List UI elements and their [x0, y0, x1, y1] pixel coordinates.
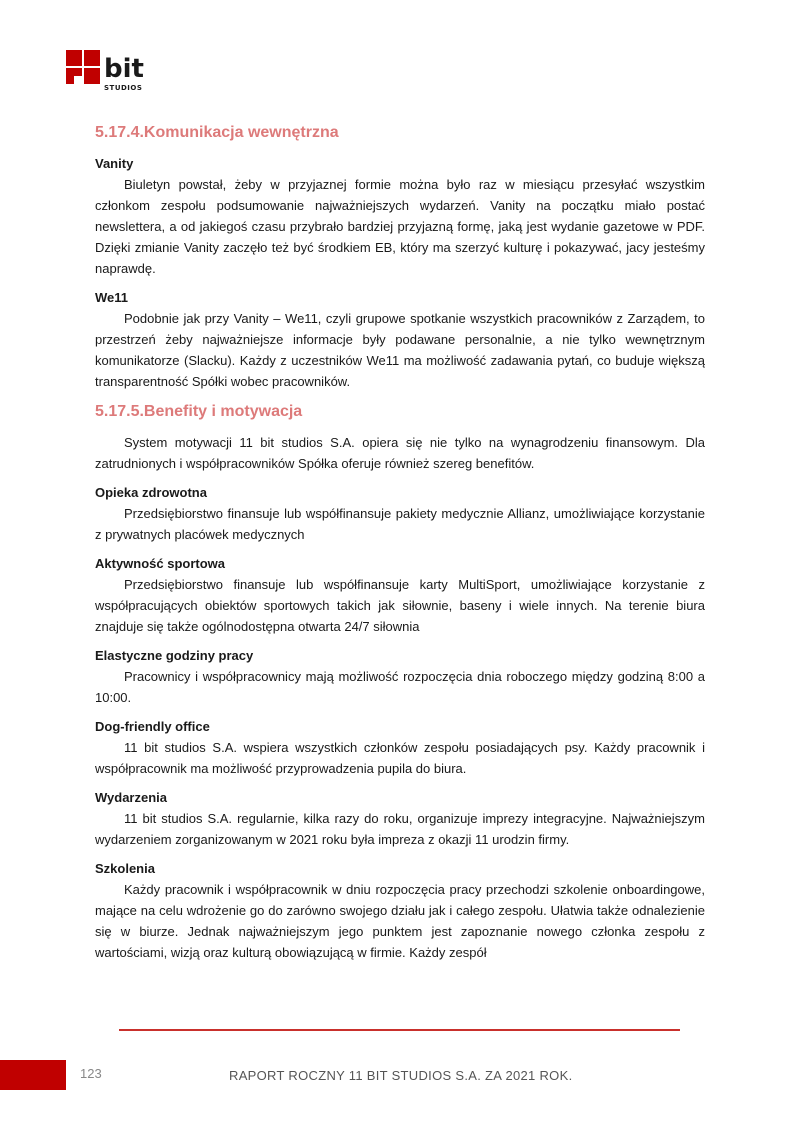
paragraph-benefits-intro: System motywacji 11 bit studios S.A. opiera się nie tylko na wynagrodzeniu finansowym. Dla zatrudnionych i współpracowników Spółka oferuje również szereg benefitów.: [95, 435, 705, 471]
paragraph-vanity: Biuletyn powstał, żeby w przyjaznej formie można było raz w miesiącu przesyłać wszystkim członkom zespołu podsumowanie najważniejszych wydarzeń. Vanity na początku miało postać newslettera, a od jakiegoś czasu przybrało bardziej przyjazną formę, jaką jest wydanie gazetowe w PDF. Dzięki zmianie Vanity zaczęło też być środkiem EB, który ma szerzyć kulturę i pokazywać, jacy jesteśmy naprawdę.: [95, 177, 705, 276]
page-number: 123: [80, 1066, 102, 1081]
subheading-health: Opieka zdrowotna: [95, 485, 207, 500]
section-heading-benefits: 5.17.5.Benefity i motywacja: [95, 403, 303, 420]
main-content: [95, 121, 705, 971]
paragraph-training: Każdy pracownik i współpracownik w dniu rozpoczęcia pracy przechodzi szkolenie onboardingowe, mające na celu wdrożenie go do zarówno swojego działu jak i całego zespołu. Ułatwia także odnalezienie się w biurze. Jednak najważniejszym jego punktem jest zapoznanie nowego członka zespołu z wartościami, wizją oraz kulturą obowiązującą w firmie. Każdy zespół: [95, 882, 705, 960]
paragraph-we11: Podobnie jak przy Vanity – We11, czyli grupowe spotkanie wszystkich pracowników z Zarządem, to przestrzeń żeby najważniejsze informacje były podawane personalnie, a nie tylko wewnętrznym komunikatorze (Slacku). Każdy z uczestników We11 ma możliwość zadawania pytań, co buduje większą transparentność Spółki wobec pracowników.: [95, 311, 705, 389]
subheading-sport: Aktywność sportowa: [95, 556, 226, 571]
paragraph-sport: Przedsiębiorstwo finansuje lub współfinansuje karty MultiSport, umożliwiające korzystanie z współpracujących obiektów sportowych takich jak siłownie, baseny i wiele innych. Na terenie biura znajduje się także ogólnodostępna otwarta 24/7 siłownia: [95, 577, 705, 634]
subheading-training: Szkolenia: [95, 861, 155, 876]
paragraph-health: Przedsiębiorstwo finansuje lub współfinansuje pakiety medycznie Allianz, umożliwiające korzystanie z prywatnych placówek medycznych: [95, 506, 705, 542]
subheading-events: Wydarzenia: [95, 790, 168, 805]
paragraph-dog-friendly: 11 bit studios S.A. wspiera wszystkich członków zespołu posiadających psy. Każdy pracownik i współpracownik ma możliwość przyprowadzenia pupila do biura.: [95, 740, 705, 776]
subheading-dog-friendly: Dog-friendly office: [95, 719, 210, 734]
subheading-flexible-hours: Elastyczne godziny pracy: [95, 648, 254, 663]
subheading-we11: We11: [95, 290, 129, 305]
footer-report-title: RAPORT ROCZNY 11 BIT STUDIOS S.A. ZA 2021 ROK.: [229, 1068, 573, 1083]
footer-divider: [119, 1029, 680, 1031]
paragraph-flexible-hours: Pracownicy i współpracownicy mają możliwość rozpoczęcia dnia roboczego między godziną 8:00 a 10:00.: [95, 669, 705, 705]
footer-accent-block: [0, 1060, 66, 1090]
section-heading-communication: 5.17.4.Komunikacja wewnętrzna: [95, 124, 339, 141]
logo-wordmark: bit: [104, 54, 144, 84]
paragraph-events: 11 bit studios S.A. regularnie, kilka razy do roku, organizuje imprezy integracyjne. Najważniejszym wydarzeniem zorganizowanym w 2021 roku była impreza z okazji 11 urodzin firmy.: [95, 811, 705, 847]
logo-subtitle: STUDIOS: [104, 84, 143, 92]
subheading-vanity: Vanity: [95, 156, 134, 171]
